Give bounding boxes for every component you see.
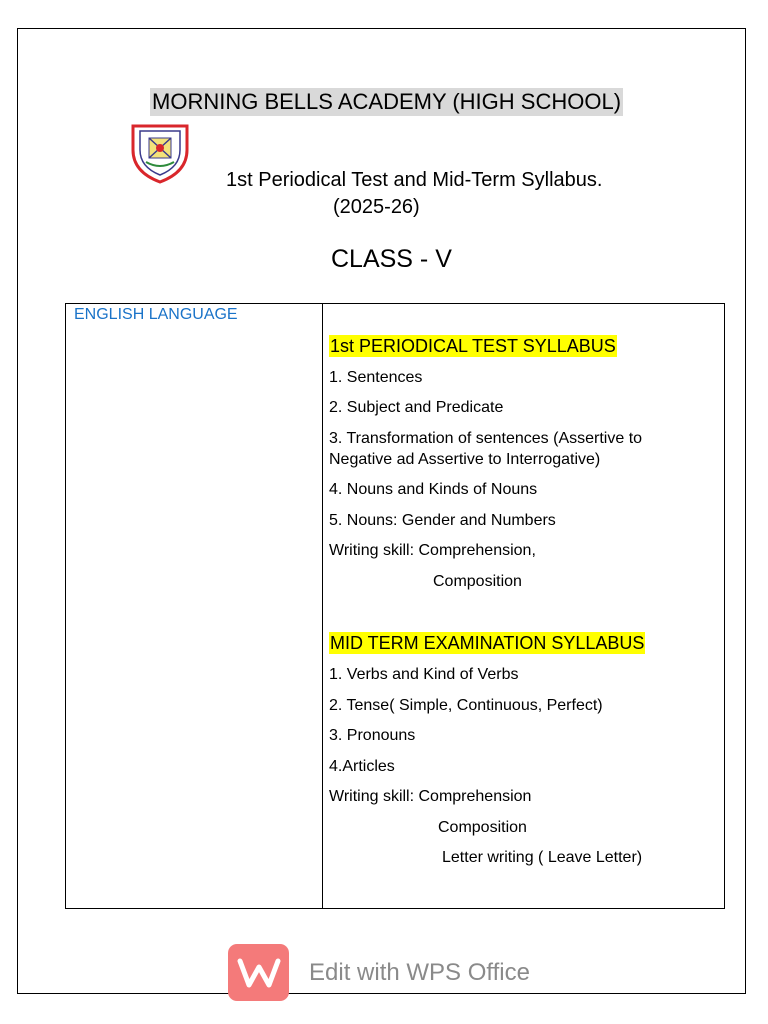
midterm-heading: MID TERM EXAMINATION SYLLABUS xyxy=(330,633,645,653)
syllabus-title: 1st Periodical Test and Mid-Term Syllabus. xyxy=(226,169,603,191)
syllabus-table xyxy=(65,303,725,909)
list-item: Writing skill: Comprehension xyxy=(329,788,532,805)
list-item: 1. Verbs and Kind of Verbs xyxy=(329,666,519,683)
list-item: 2. Tense( Simple, Continuous, Perfect) xyxy=(329,697,603,714)
wps-watermark xyxy=(228,944,530,1001)
list-item: Composition xyxy=(433,573,522,590)
list-item: 4.Articles xyxy=(329,758,395,775)
list-item: Composition xyxy=(438,819,527,836)
session-year: (2025-26) xyxy=(333,196,420,218)
subject-name: ENGLISH LANGUAGE xyxy=(74,306,238,323)
list-item: 2. Subject and Predicate xyxy=(329,399,504,416)
list-item: Writing skill: Comprehension, xyxy=(329,542,536,559)
periodical-heading: 1st PERIODICAL TEST SYLLABUS xyxy=(330,336,616,356)
list-item: 1. Sentences xyxy=(329,369,423,386)
list-item: Letter writing ( Leave Letter) xyxy=(442,849,643,866)
school-name: MORNING BELLS ACADEMY (HIGH SCHOOL) xyxy=(152,89,622,114)
wps-logo-icon xyxy=(228,944,289,1001)
list-item: 5. Nouns: Gender and Numbers xyxy=(329,512,556,529)
column-divider xyxy=(322,304,323,908)
school-crest-icon xyxy=(127,120,193,186)
class-title: CLASS - V xyxy=(331,245,452,273)
list-item: 3. Transformation of sentences (Assertive to xyxy=(329,430,643,447)
wps-watermark-text: Edit with WPS Office xyxy=(309,958,530,986)
list-item: Negative ad Assertive to Interrogative) xyxy=(329,451,601,468)
list-item: 3. Pronouns xyxy=(329,727,416,744)
list-item: 4. Nouns and Kinds of Nouns xyxy=(329,481,538,498)
